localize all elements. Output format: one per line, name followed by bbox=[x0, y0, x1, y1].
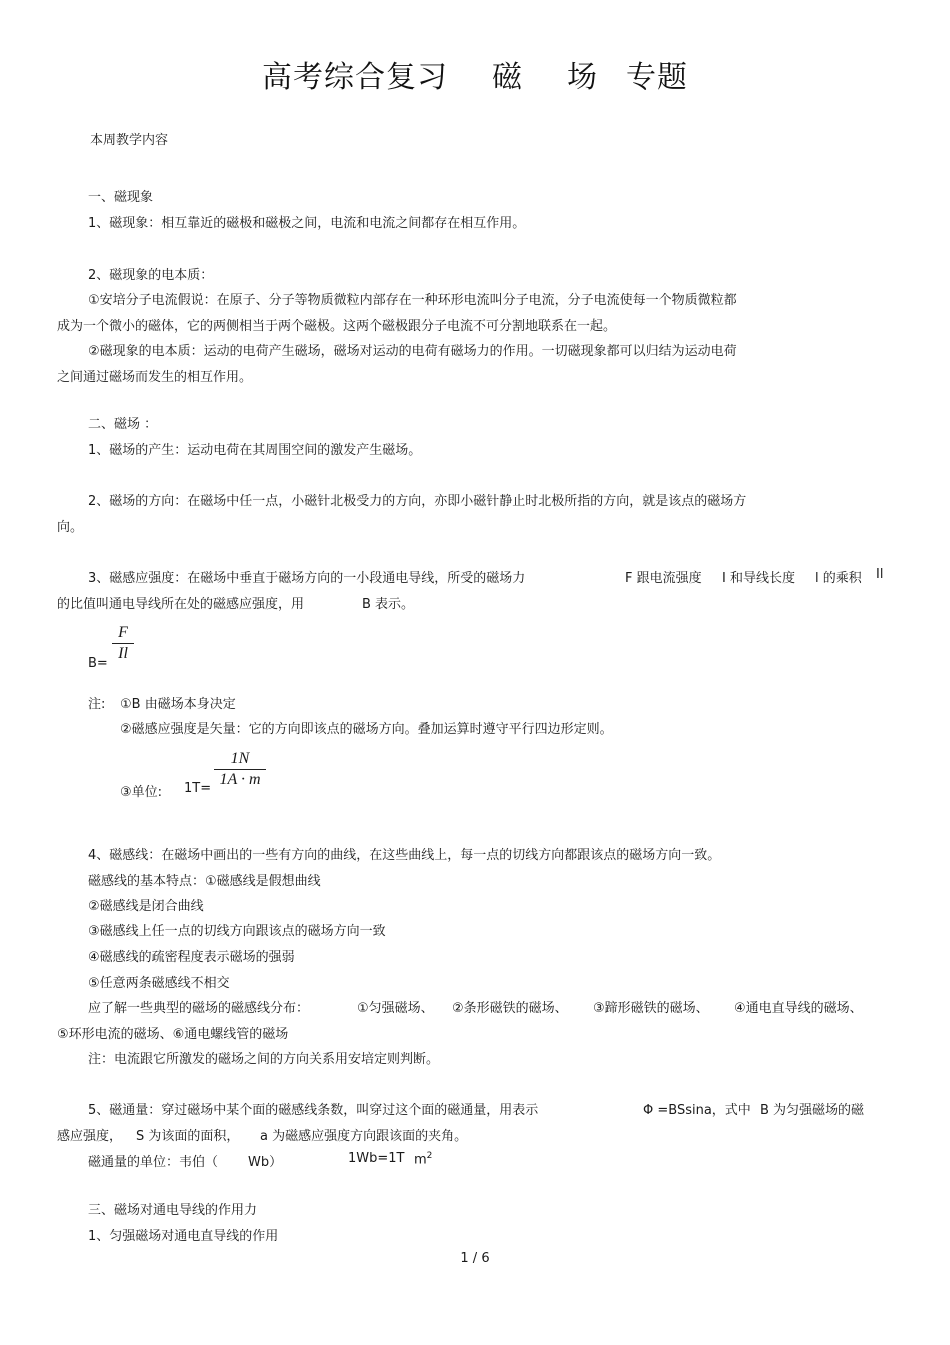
fraction-denominator: Il bbox=[118, 645, 128, 662]
paragraph-line: 注：电流跟它所激发的磁场之间的方向关系用安培定则判断。 bbox=[88, 1052, 440, 1067]
paragraph-line: F 跟电流强度 bbox=[625, 571, 702, 586]
unit-text: m bbox=[414, 1152, 427, 1168]
paragraph-line: Wb） bbox=[248, 1155, 283, 1170]
paragraph-line: ④磁感线的疏密程度表示磁场的强弱 bbox=[88, 950, 295, 965]
paragraph-line: 1、磁现象：相互靠近的磁极和磁极之间，电流和电流之间都存在相互作用。 bbox=[88, 216, 526, 231]
paragraph-line: S 为该面的面积， bbox=[136, 1129, 240, 1144]
title-part: 磁 bbox=[492, 60, 523, 95]
paragraph-line: Il bbox=[876, 567, 884, 582]
paragraph-line: 成为一个微小的磁体，它的两侧相当于两个磁极。这两个磁极跟分子电流不可分割地联系在一起。 bbox=[57, 319, 617, 334]
section-heading: 一、磁现象 bbox=[88, 190, 154, 205]
paragraph-line: ②磁现象的电本质：运动的电荷产生磁场，磁场对运动的电荷有磁场力的作用。一切磁现象都可以归结为运动电荷 bbox=[88, 344, 737, 359]
paragraph-line: 1、磁场的产生：运动电荷在其周围空间的激发产生磁场。 bbox=[88, 443, 422, 458]
title-part: 专题 bbox=[626, 60, 688, 95]
paragraph-line: 4、磁感线：在磁场中画出的一些有方向的曲线，在这些曲线上，每一点的切线方向都跟该点的磁场方向一致。 bbox=[88, 848, 721, 863]
paragraph-line: 2、磁现象的电本质： bbox=[88, 268, 214, 283]
paragraph-line: 5、磁通量：穿过磁场中某个面的磁感线条数，叫穿过这个面的磁通量，用表示 bbox=[88, 1103, 539, 1118]
note-item: ③单位: bbox=[120, 785, 163, 800]
page-title bbox=[0, 52, 950, 96]
unit-superscript: 2 bbox=[426, 1151, 433, 1161]
paragraph-line: a 为磁感应强度方向跟该面的夹角。 bbox=[260, 1129, 468, 1144]
fraction-bar bbox=[112, 643, 134, 644]
paragraph-line: 2、磁场的方向：在磁场中任一点，小磁针北极受力的方向，亦即小磁针静止时北极所指的方向，就是该点的磁场方 bbox=[88, 494, 747, 509]
section-heading: 三、磁场对通电导线的作用力 bbox=[88, 1203, 258, 1218]
paragraph-line: l 的乘积 bbox=[815, 571, 862, 586]
page-number: 1 / 6 bbox=[460, 1251, 490, 1266]
paragraph-line: ④通电直导线的磁场、 bbox=[734, 1001, 863, 1016]
paragraph-line: 向。 bbox=[57, 520, 84, 535]
formula-fraction-tesla bbox=[214, 750, 266, 789]
paragraph-line: ⑤环形电流的磁场、⑥通电螺线管的磁场 bbox=[57, 1027, 289, 1042]
section-heading: 二、磁场 ： bbox=[88, 417, 158, 432]
fraction-bar bbox=[214, 769, 266, 770]
paragraph-line: ③蹄形磁铁的磁场、 bbox=[593, 1001, 709, 1016]
fraction-numerator: 1N bbox=[230, 750, 250, 767]
paragraph-line: ⑤任意两条磁感线不相交 bbox=[88, 976, 230, 991]
paragraph-line: B 表示。 bbox=[362, 597, 415, 612]
note-item: ②磁感应强度是矢量：它的方向即该点的磁场方向。叠加运算时遵守平行四边形定则。 bbox=[120, 722, 613, 737]
note-item: ①B 由磁场本身决定 bbox=[120, 697, 236, 712]
fraction-numerator: F bbox=[118, 624, 128, 641]
paragraph-line: 之间通过磁场而发生的相互作用。 bbox=[57, 370, 253, 385]
note-item: 1T= bbox=[184, 781, 212, 796]
paragraph-line: 1Wb=1T bbox=[348, 1151, 405, 1166]
title-part: 场 bbox=[567, 60, 598, 95]
paragraph-line: ③磁感线上任一点的切线方向跟该点的磁场方向一致 bbox=[88, 924, 386, 939]
paragraph-line: 磁通量的单位：韦伯（ bbox=[88, 1155, 219, 1170]
paragraph-line bbox=[414, 1151, 432, 1167]
paragraph-line: ②磁感线是闭合曲线 bbox=[88, 899, 204, 914]
paragraph-line: 3、磁感应强度：在磁场中垂直于磁场方向的一小段通电导线，所受的磁场力 bbox=[88, 571, 526, 586]
note-label: 注: bbox=[88, 697, 106, 712]
paragraph-line: 1、匀强磁场对通电直导线的作用 bbox=[88, 1229, 279, 1244]
equation-label: B= bbox=[88, 656, 108, 671]
paragraph-line: ②条形磁铁的磁场、 bbox=[452, 1001, 568, 1016]
paragraph-line: I 和导线长度 bbox=[722, 571, 795, 586]
paragraph-line: 应了解一些典型的磁场的磁感线分布： bbox=[88, 1001, 310, 1016]
paragraph-line: ①匀强磁场、 bbox=[357, 1001, 434, 1016]
fraction-denominator: 1A · m bbox=[219, 771, 261, 788]
paragraph-line: 感应强度， bbox=[57, 1129, 123, 1144]
subtitle: 本周教学内容 bbox=[90, 133, 169, 148]
paragraph-line: B 为匀强磁场的磁 bbox=[760, 1103, 865, 1118]
title-part: 高考综合复习 bbox=[262, 60, 448, 95]
formula-fraction-b bbox=[112, 624, 134, 663]
paragraph-line: ①安培分子电流假说：在原子、分子等物质微粒内部存在一种环形电流叫分子电流，分子电流使每一个物质微粒都 bbox=[88, 293, 737, 308]
paragraph-line: Φ =BSsina，式中 bbox=[643, 1103, 751, 1118]
paragraph-line: 的比值叫通电导线所在处的磁感应强度，用 bbox=[57, 597, 305, 612]
paragraph-line: 磁感线的基本特点：①磁感线是假想曲线 bbox=[88, 874, 321, 889]
